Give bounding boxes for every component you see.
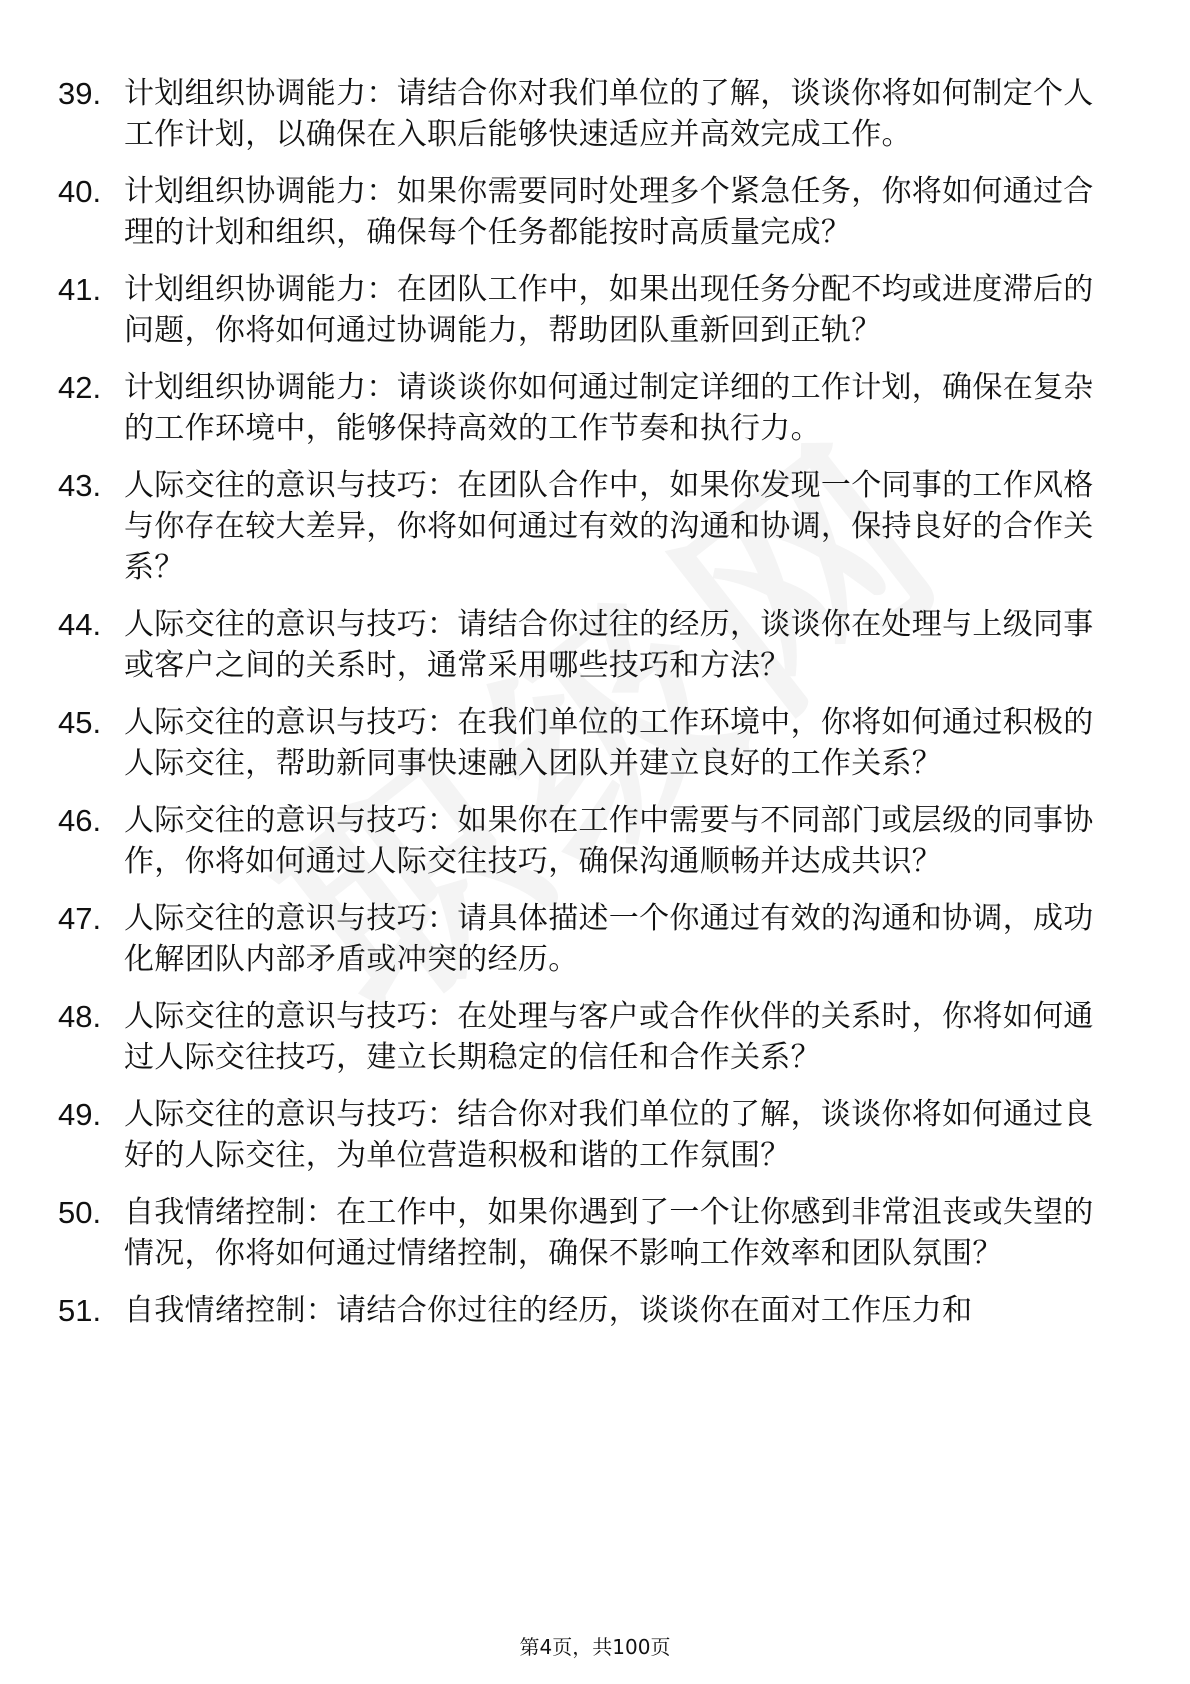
item-number: 41. <box>58 272 102 307</box>
item-text: 自我情绪控制：请结合你过往的经历，谈谈你在面对工作压力和 <box>124 1293 973 1328</box>
item-text: 计划组织协调能力：请谈谈你如何通过制定详细的工作计划，确保在复杂的工作环境中，能够保持高效的工作节奏和执行力。 <box>124 370 1094 446</box>
page-number-label: 第4页，共100页 <box>519 1635 671 1659</box>
item-number: 49. <box>58 1097 102 1132</box>
item-number: 42. <box>58 370 102 405</box>
list-item <box>58 1290 1118 1331</box>
item-text: 人际交往的意识与技巧：结合你对我们单位的了解，谈谈你将如何通过良好的人际交往，为单位营造积极和谐的工作氛围？ <box>124 1097 1094 1173</box>
item-text: 自我情绪控制：在工作中，如果你遇到了一个让你感到非常沮丧或失望的情况，你将如何通过情绪控制，确保不影响工作效率和团队氛围？ <box>124 1195 1094 1271</box>
list-item <box>58 898 1118 980</box>
question-list <box>58 73 1118 1347</box>
item-text: 计划组织协调能力：在团队工作中，如果出现任务分配不均或进度滞后的问题，你将如何通过协调能力，帮助团队重新回到正轨？ <box>124 272 1094 348</box>
list-item <box>58 465 1118 588</box>
item-text: 人际交往的意识与技巧：请结合你过往的经历，谈谈你在处理与上级同事或客户之间的关系时，通常采用哪些技巧和方法？ <box>124 607 1094 683</box>
item-text: 计划组织协调能力：请结合你对我们单位的了解，谈谈你将如何制定个人工作计划，以确保在入职后能够快速适应并高效完成工作。 <box>124 76 1094 152</box>
item-number: 39. <box>58 76 102 111</box>
list-item <box>58 800 1118 882</box>
item-text: 人际交往的意识与技巧：在处理与客户或合作伙伴的关系时，你将如何通过人际交往技巧，建立长期稳定的信任和合作关系？ <box>124 999 1094 1075</box>
list-item <box>58 367 1118 449</box>
item-number: 40. <box>58 174 102 209</box>
item-text: 人际交往的意识与技巧：请具体描述一个你通过有效的沟通和协调，成功化解团队内部矛盾或冲突的经历。 <box>124 901 1094 977</box>
list-item <box>58 996 1118 1078</box>
item-text: 人际交往的意识与技巧：在团队合作中，如果你发现一个同事的工作风格与你存在较大差异，你将如何通过有效的沟通和协调，保持良好的合作关系？ <box>124 468 1094 585</box>
list-item <box>58 269 1118 351</box>
item-number: 43. <box>58 468 102 503</box>
item-number: 47. <box>58 901 102 936</box>
item-number: 45. <box>58 705 102 740</box>
item-number: 51. <box>58 1293 102 1328</box>
list-item <box>58 604 1118 686</box>
page-footer <box>0 1634 1190 1660</box>
item-number: 50. <box>58 1195 102 1230</box>
item-text: 人际交往的意识与技巧：在我们单位的工作环境中，你将如何通过积极的人际交往，帮助新同事快速融入团队并建立良好的工作关系？ <box>124 705 1094 781</box>
list-item <box>58 73 1118 155</box>
item-text: 人际交往的意识与技巧：如果你在工作中需要与不同部门或层级的同事协作，你将如何通过人际交往技巧，确保沟通顺畅并达成共识？ <box>124 803 1094 879</box>
item-number: 48. <box>58 999 102 1034</box>
list-item <box>58 702 1118 784</box>
item-number: 44. <box>58 607 102 642</box>
item-text: 计划组织协调能力：如果你需要同时处理多个紧急任务，你将如何通过合理的计划和组织，确保每个任务都能按时高质量完成？ <box>124 174 1094 250</box>
list-item <box>58 1094 1118 1176</box>
item-number: 46. <box>58 803 102 838</box>
list-item <box>58 1192 1118 1274</box>
list-item <box>58 171 1118 253</box>
